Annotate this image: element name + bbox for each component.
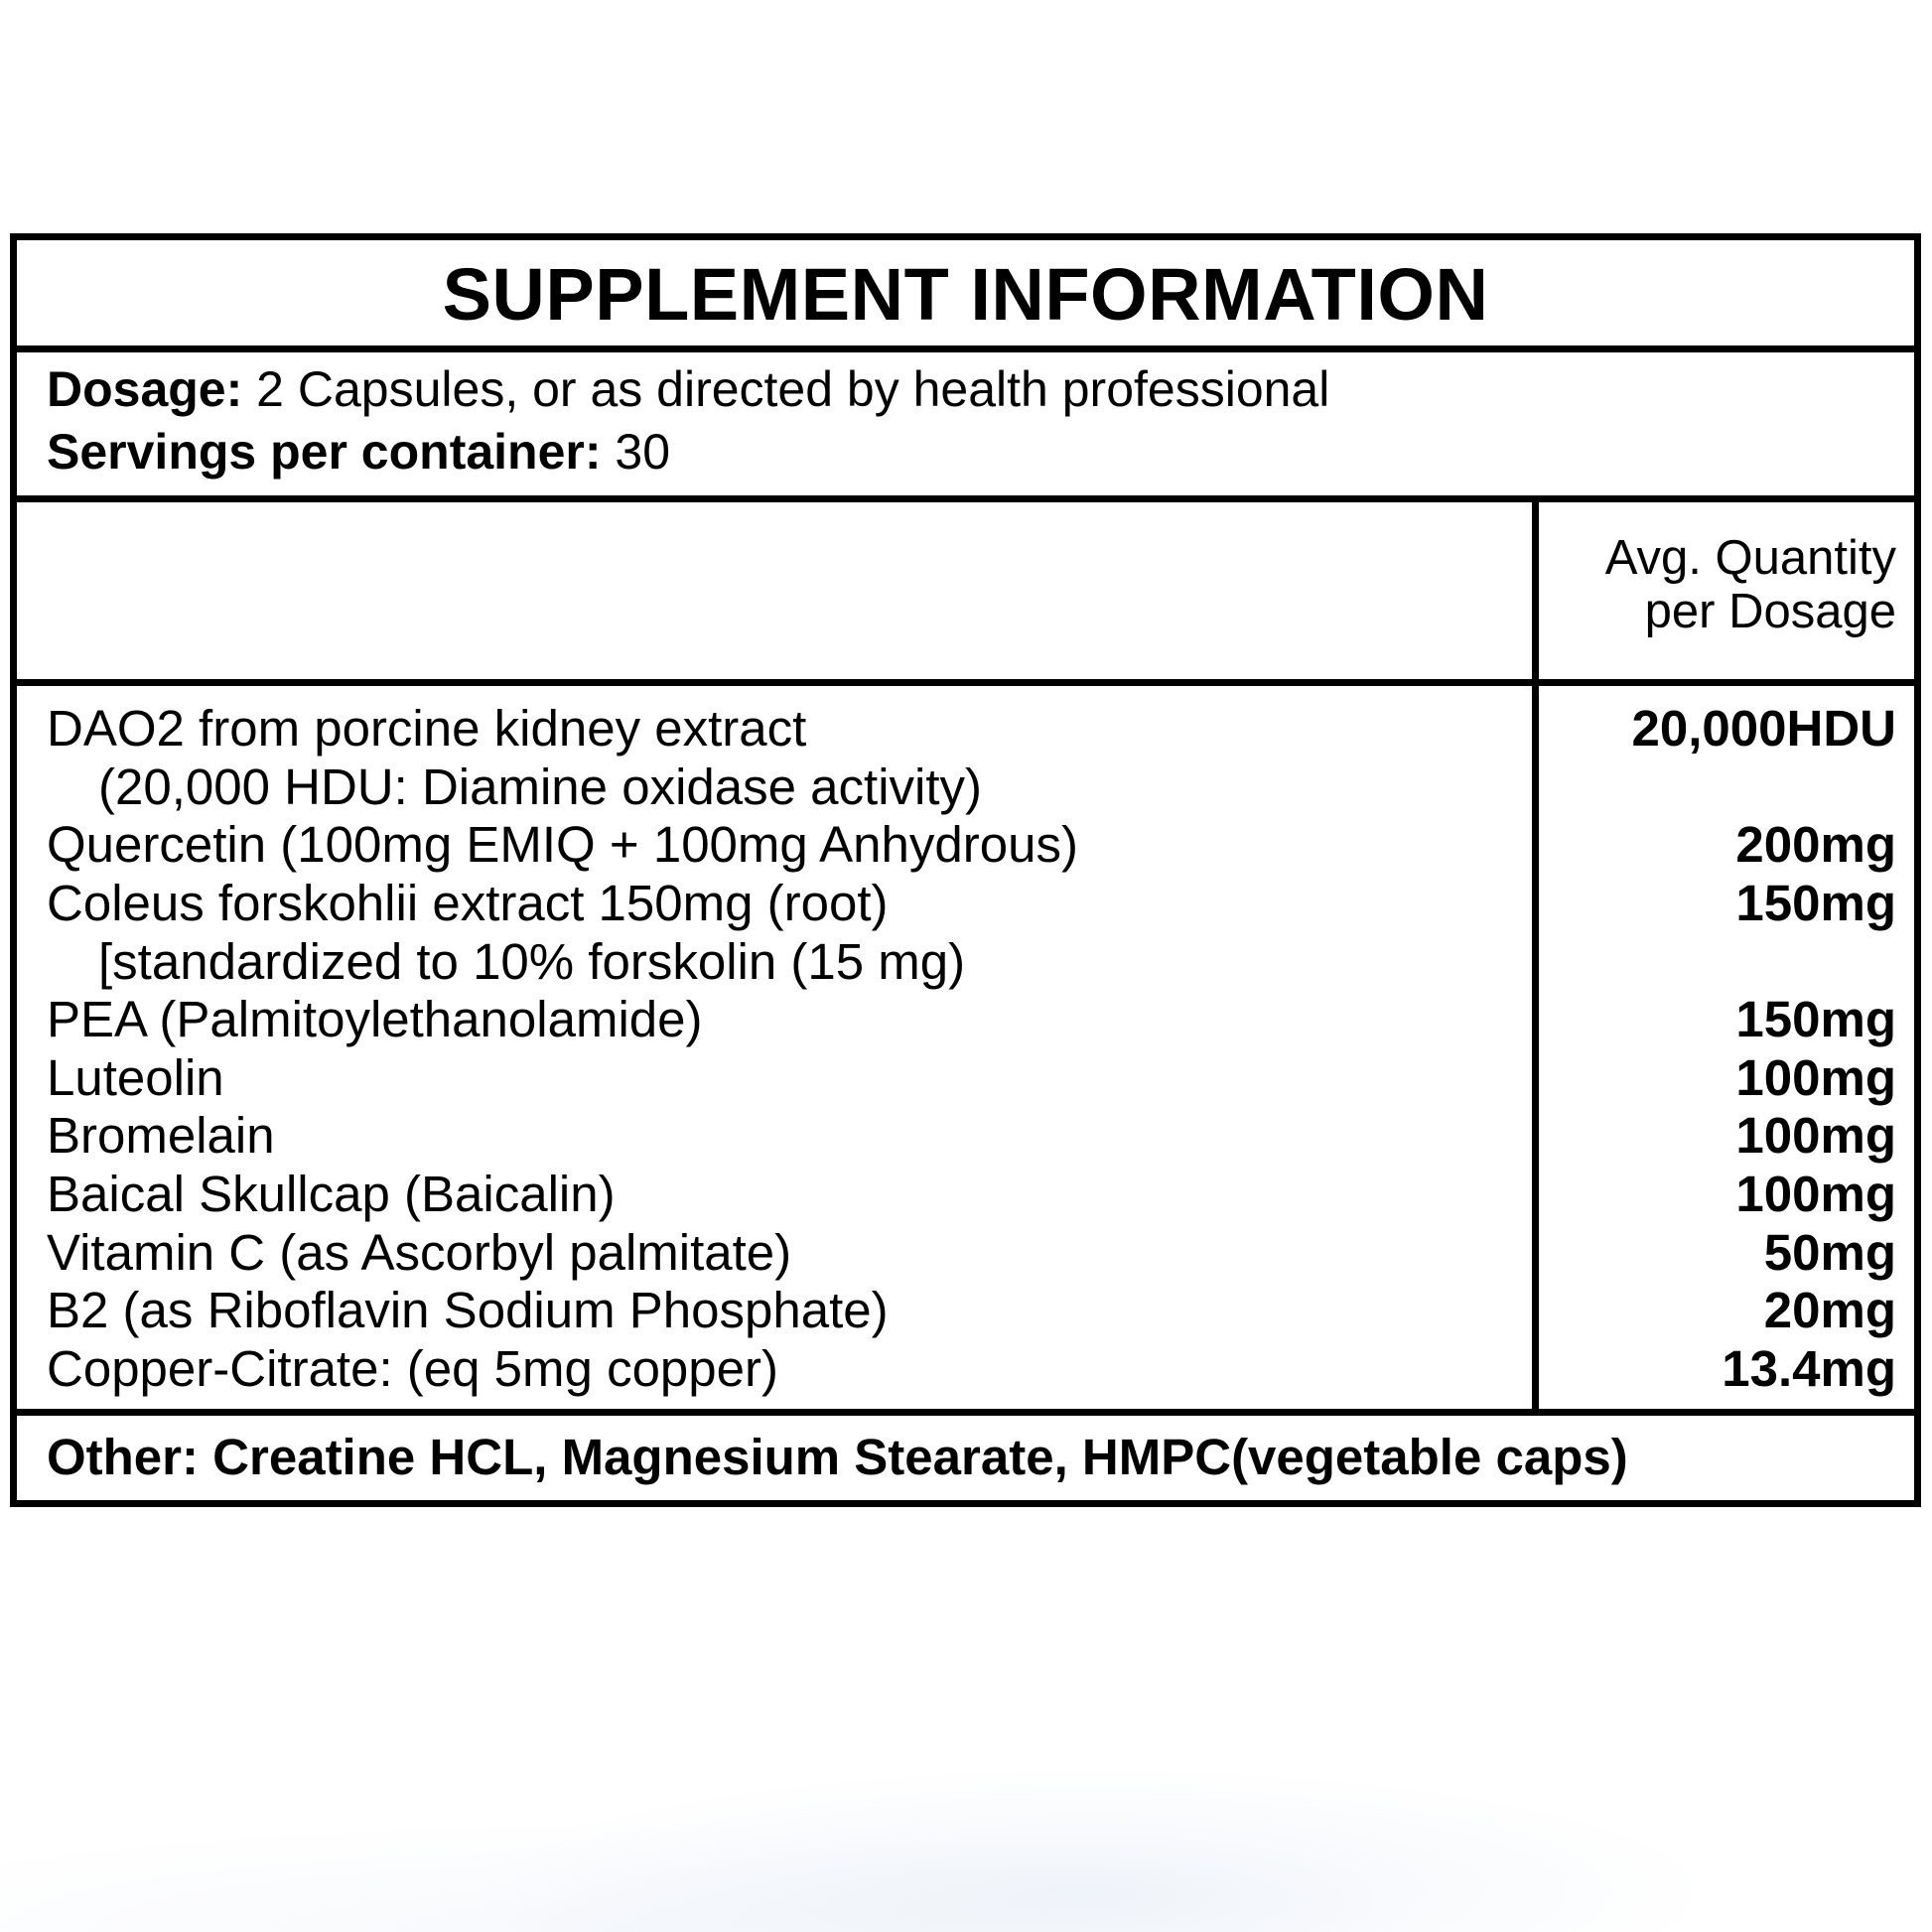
ingredient-name: Baical Skullcap (Baicalin) <box>47 1166 616 1223</box>
ingredient-amount: 50mg <box>1763 1223 1896 1281</box>
ingredient-amount: 150mg <box>1735 991 1896 1048</box>
servings-value: 30 <box>615 424 671 480</box>
ingredient-amount: 13.4mg <box>1722 1340 1896 1398</box>
dosage-block <box>17 345 1914 495</box>
ingredient-amount: 150mg <box>1735 874 1896 931</box>
ingredient-amount: 200mg <box>1735 816 1896 874</box>
table-header-amount-column <box>1532 502 1914 679</box>
table-header-row <box>17 495 1914 679</box>
ingredient-name: DAO2 from porcine kidney extract <box>47 700 807 757</box>
ingredient-subline: [standardized to 10% forskolin (15 mg) <box>98 932 966 990</box>
ingredient-subline: (20,000 HDU: Diamine oxidase activity) <box>98 758 983 815</box>
ingredient-name: Coleus forskohlii extract 150mg (root) <box>47 874 889 931</box>
ingredient-name: B2 (as Riboflavin Sodium Phosphate) <box>47 1282 889 1339</box>
table-header-ingredient-column <box>17 502 1532 679</box>
ingredient-amount-blank <box>1549 933 1896 992</box>
dosage-value: 2 Capsules, or as directed by health professional <box>256 361 1330 417</box>
ingredient-name: Luteolin <box>47 1048 224 1106</box>
servings-label: Servings per container: <box>47 424 602 480</box>
ingredient-names-column <box>17 686 1532 1409</box>
ingredient-name: Vitamin C (as Ascorbyl palmitate) <box>47 1223 792 1281</box>
dosage-label: Dosage: <box>47 361 243 417</box>
amount-column-header-line1: Avg. Quantity <box>1604 531 1896 585</box>
ingredient-amount: 100mg <box>1735 1166 1896 1223</box>
ingredient-amount: 100mg <box>1735 1107 1896 1165</box>
amount-column-header-line2: per Dosage <box>1644 584 1896 638</box>
background-decoration <box>0 1515 1932 1932</box>
dosage-line <box>47 358 1914 421</box>
ingredient-name: Quercetin (100mg EMIQ + 100mg Anhydrous) <box>47 816 1078 874</box>
supplement-information-panel <box>10 233 1921 1507</box>
panel-title: SUPPLEMENT INFORMATION <box>442 253 1489 336</box>
ingredient-amount-blank <box>1549 759 1896 817</box>
ingredient-name: PEA (Palmitoylethanolamide) <box>47 991 703 1048</box>
servings-line <box>47 421 1914 483</box>
ingredient-amount: 100mg <box>1735 1048 1896 1106</box>
ingredient-amount: 20mg <box>1763 1282 1896 1339</box>
ingredient-name: Bromelain <box>47 1107 275 1165</box>
ingredients-table <box>17 679 1914 1409</box>
ingredient-amounts-column <box>1532 686 1914 1409</box>
ingredient-name: Copper-Citrate: (eq 5mg copper) <box>47 1340 778 1398</box>
other-ingredients: Other: Creatine HCL, Magnesium Stearate, HMPC(vegetable caps) <box>17 1409 1914 1500</box>
ingredient-amount: 20,000HDU <box>1631 700 1896 757</box>
